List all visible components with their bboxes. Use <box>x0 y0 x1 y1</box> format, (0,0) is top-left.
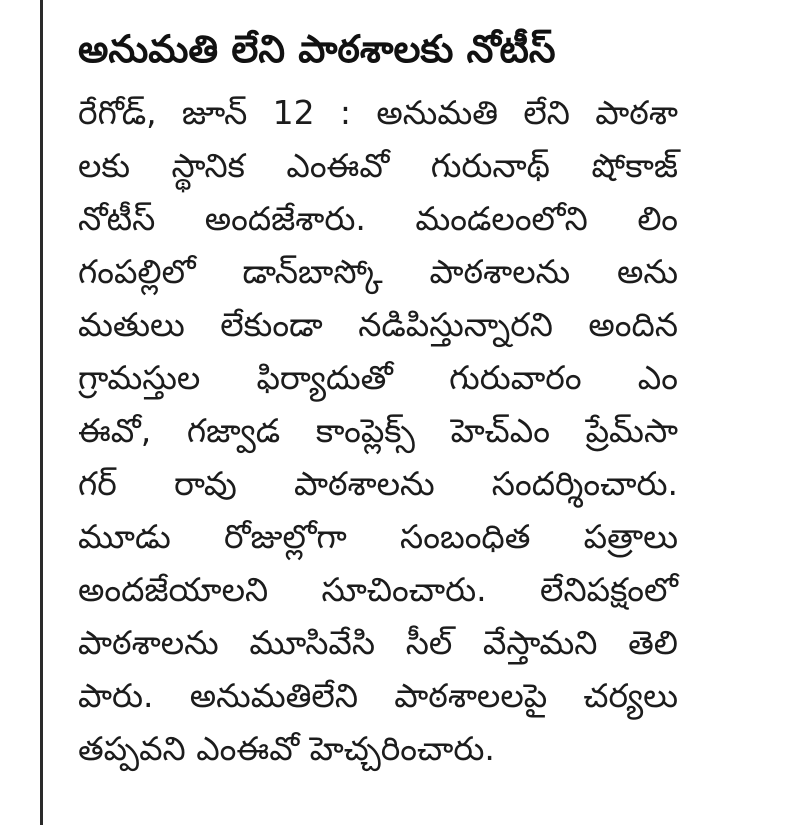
article-line: పారు. అనుమతిలేని పాఠశాలలపై చర్యలు <box>78 676 678 715</box>
article-line: మూడు రోజుల్లోగా సంబంధిత పత్రాలు <box>78 517 678 556</box>
article-body <box>78 86 678 775</box>
article-line: లకు స్థానిక ఎంఈవో గురునాథ్ షోకాజ్ <box>78 146 678 185</box>
article-line: గ్రామస్తుల ఫిర్యాదుతో గురువారం ఎం <box>78 358 678 397</box>
article-line: తప్పవని ఎంఈవో హెచ్చరించారు. <box>78 729 495 768</box>
article-line: రేగోడ్, జూన్ 12 : అనుమతి లేని పాఠశా <box>78 93 678 132</box>
article-line: ఈవో, గజ్వాడ కాంప్లెక్స్ హెచ్‌ఎం ప్రేమ్‌సా <box>78 411 678 450</box>
article-line: మతులు లేకుండా నడిపిస్తున్నారని అందిన <box>78 305 678 344</box>
article-line: గర్ రావు పాఠశాలను సందర్శించారు. <box>78 464 678 503</box>
article-headline: అనుమతి లేని పాఠశాలకు నోటీస్ <box>78 27 556 71</box>
article-line: నోటీస్ అందజేశారు. మండలంలోని లిం <box>78 199 678 238</box>
article-line: గంపల్లిలో డాన్‌బాస్కో పాఠశాలను అను <box>78 252 678 291</box>
article-line: పాఠశాలను మూసివేసి సీల్ వేస్తామని తెలి <box>78 623 678 662</box>
news-article <box>78 14 678 775</box>
column-divider-rule <box>40 0 43 825</box>
article-line: అందజేయాలని సూచించారు. లేనిపక్షంలో <box>78 570 678 609</box>
